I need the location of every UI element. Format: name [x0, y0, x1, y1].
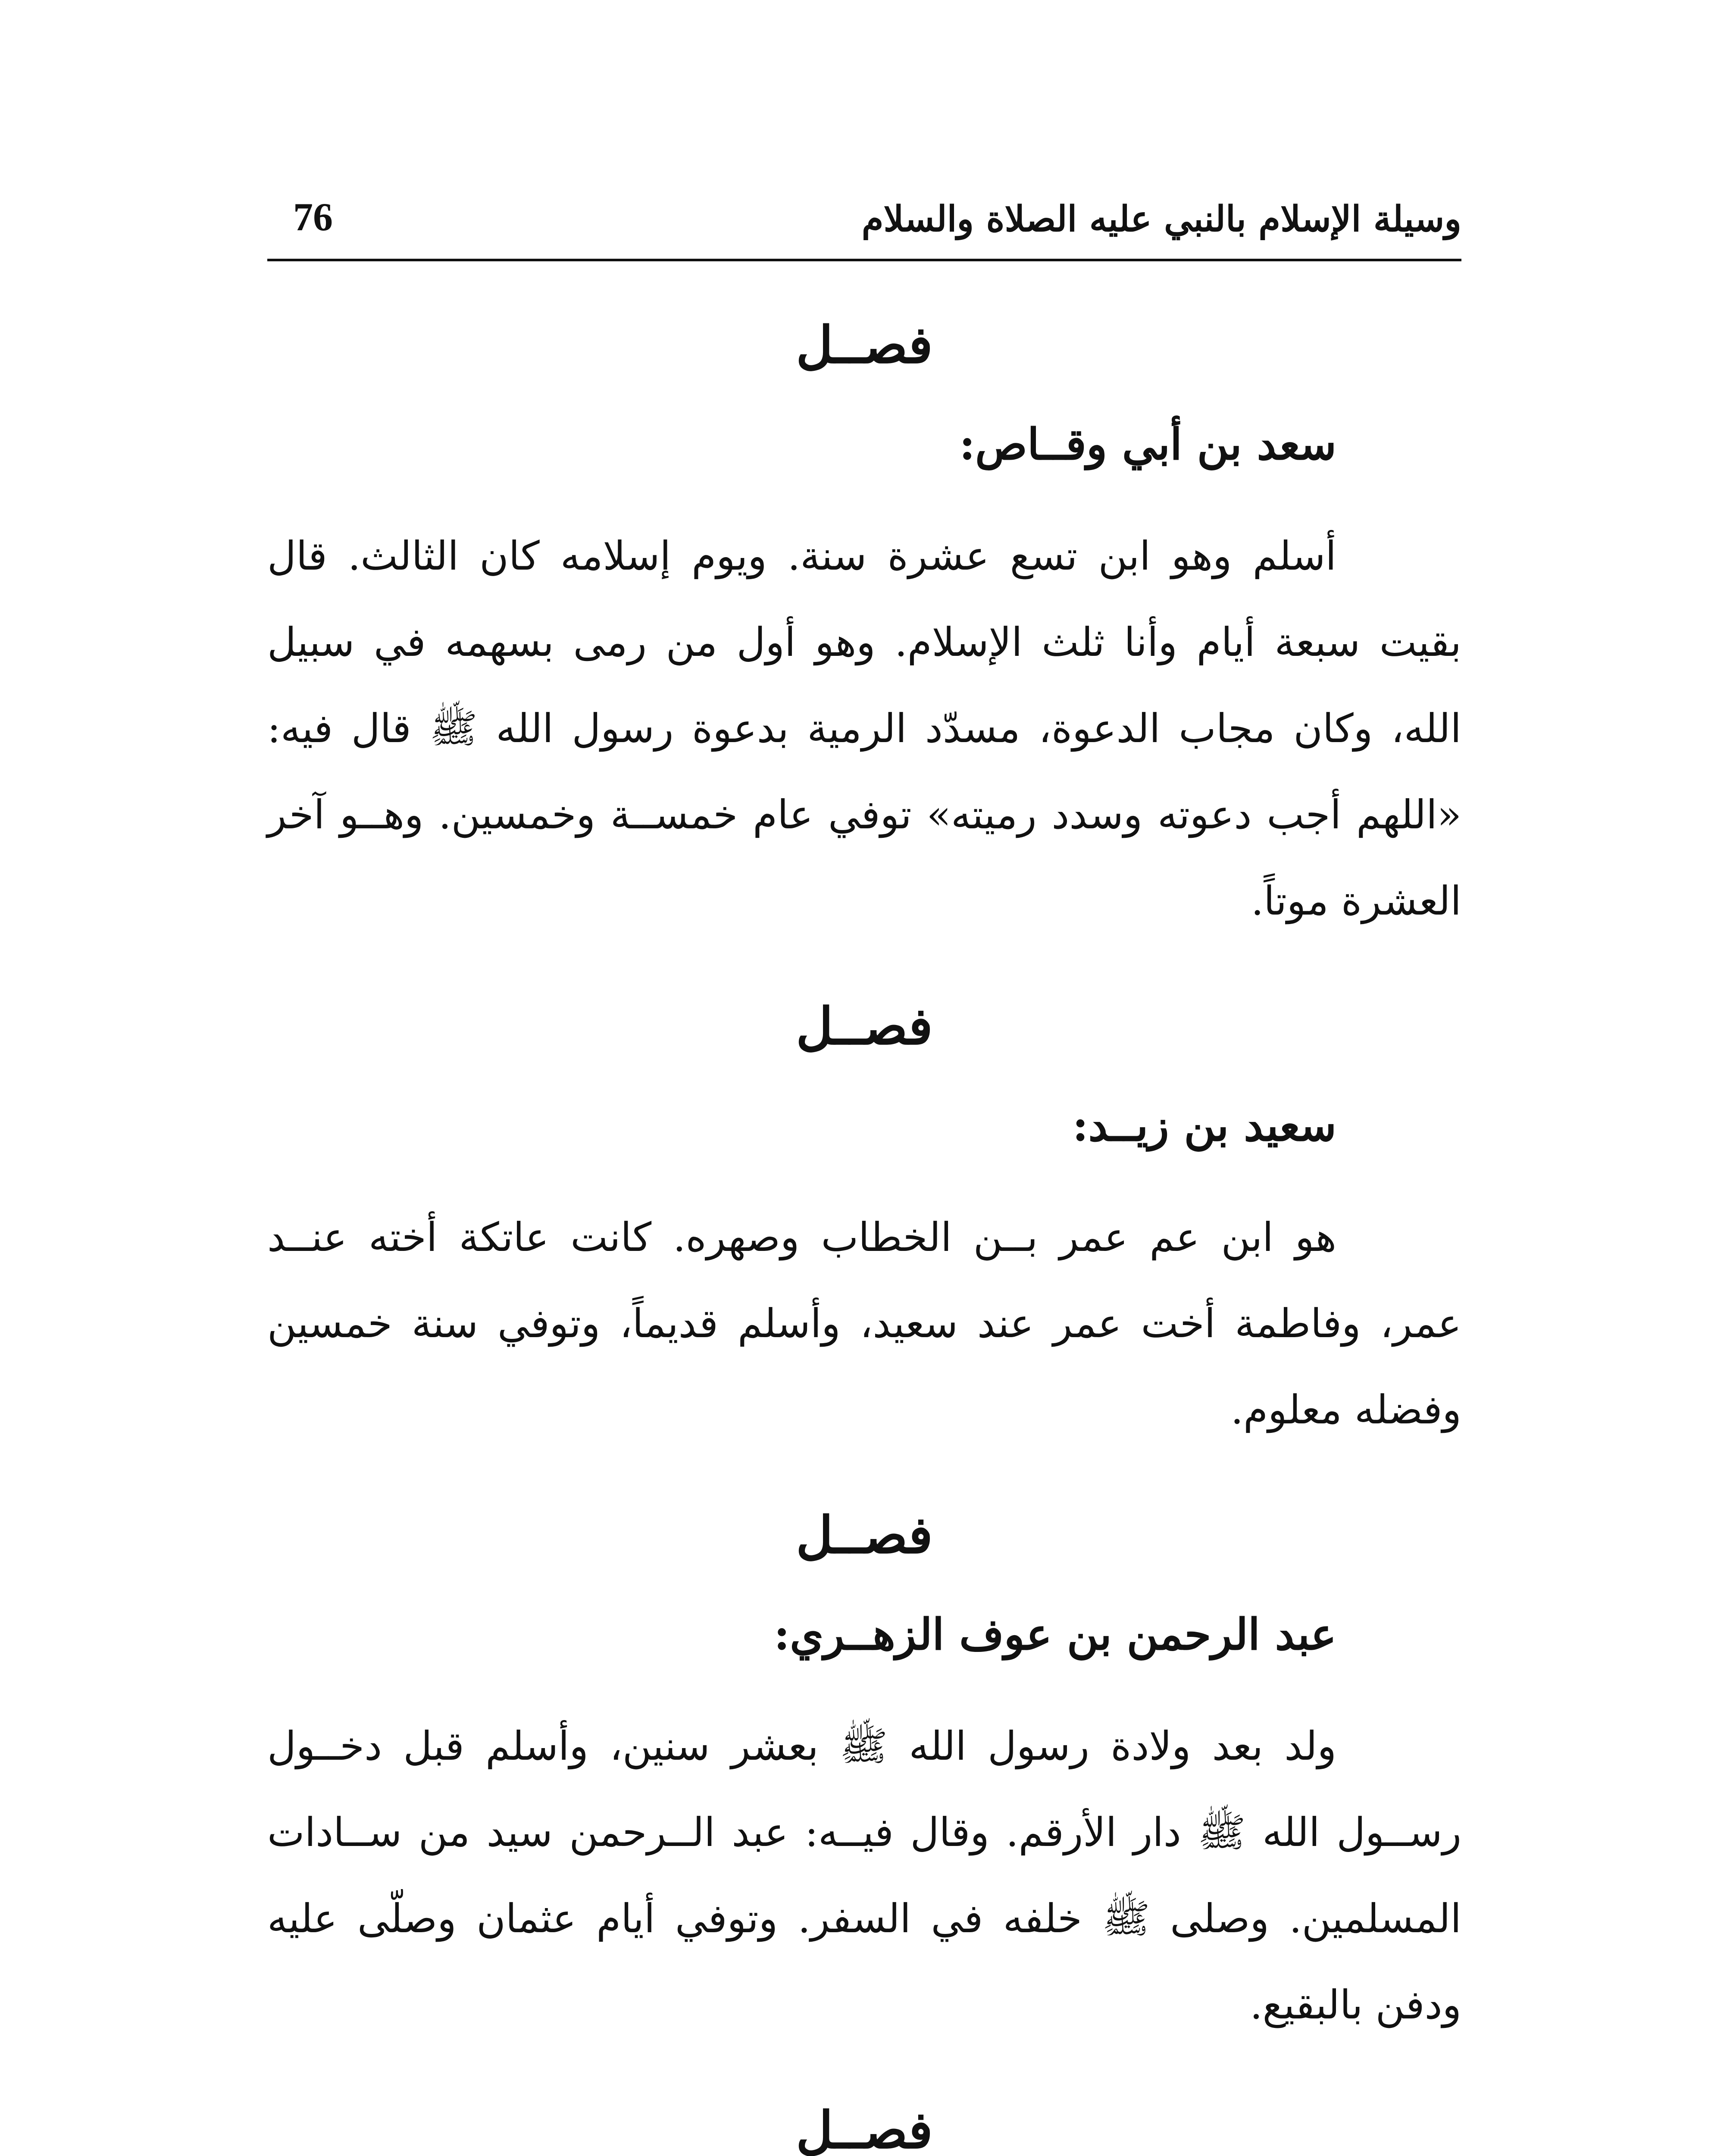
- header-rule: [267, 259, 1461, 261]
- page-number: 76: [293, 195, 333, 239]
- page-content: [267, 302, 1461, 2156]
- section-abdulrahman: [267, 1492, 1461, 2048]
- section-abu-ubaida: [267, 2087, 1461, 2156]
- person-name: عبد الرحمن بن عوف الزهــري:: [774, 1609, 1336, 1660]
- section-said: [267, 983, 1461, 1453]
- section-heading: فصــل: [796, 315, 933, 375]
- section-paragraph: هو ابن عم عمر بــن الخطاب وصهره. كانت عاتكة أخته عنــد عمر، وفاطمة أخت عمر عند سعيد، وأسلم قديماً، وتوفي سنة خمسين وفضله معلوم.: [267, 1214, 1461, 1433]
- section-heading: فصــل: [796, 2100, 933, 2156]
- page-header: [267, 190, 1461, 254]
- person-name: سعيد بن زيــد:: [1072, 1100, 1336, 1151]
- section-heading: فصــل: [796, 996, 933, 1056]
- running-title: وسيلة الإسلام بالنبي عليه الصلاة والسلام: [861, 198, 1461, 240]
- section-heading: فصــل: [796, 1505, 933, 1565]
- section-saad: [267, 302, 1461, 944]
- section-paragraph: ولد بعد ولادة رسول الله ﷺ بعشر سنين، وأسلم قبل دخــول رســول الله ﷺ دار الأرقم. وقال فيــه: عبد الــرحمن سيد من ســادات المسلمين. وصلى ﷺ خلفه في السفر. وتوفي أيام عثمان وصلّى عليه ودفن بالبقيع.: [267, 1723, 1461, 2028]
- person-name: سعد بن أبي وقــاص:: [959, 419, 1336, 470]
- section-paragraph: أسلم وهو ابن تسع عشرة سنة. ويوم إسلامه كان الثالث. قال بقيت سبعة أيام وأنا ثلث الإسلام. وهو أول من رمى بسهمه في سبيل الله، وكان مجاب الدعوة، مسدّد الرمية بدعوة رسول الله ﷺ قال فيه: «اللهم أجب دعوته وسدد رميته» توفي عام خمســة وخمسين. وهــو آخر العشرة موتاً.: [267, 533, 1461, 924]
